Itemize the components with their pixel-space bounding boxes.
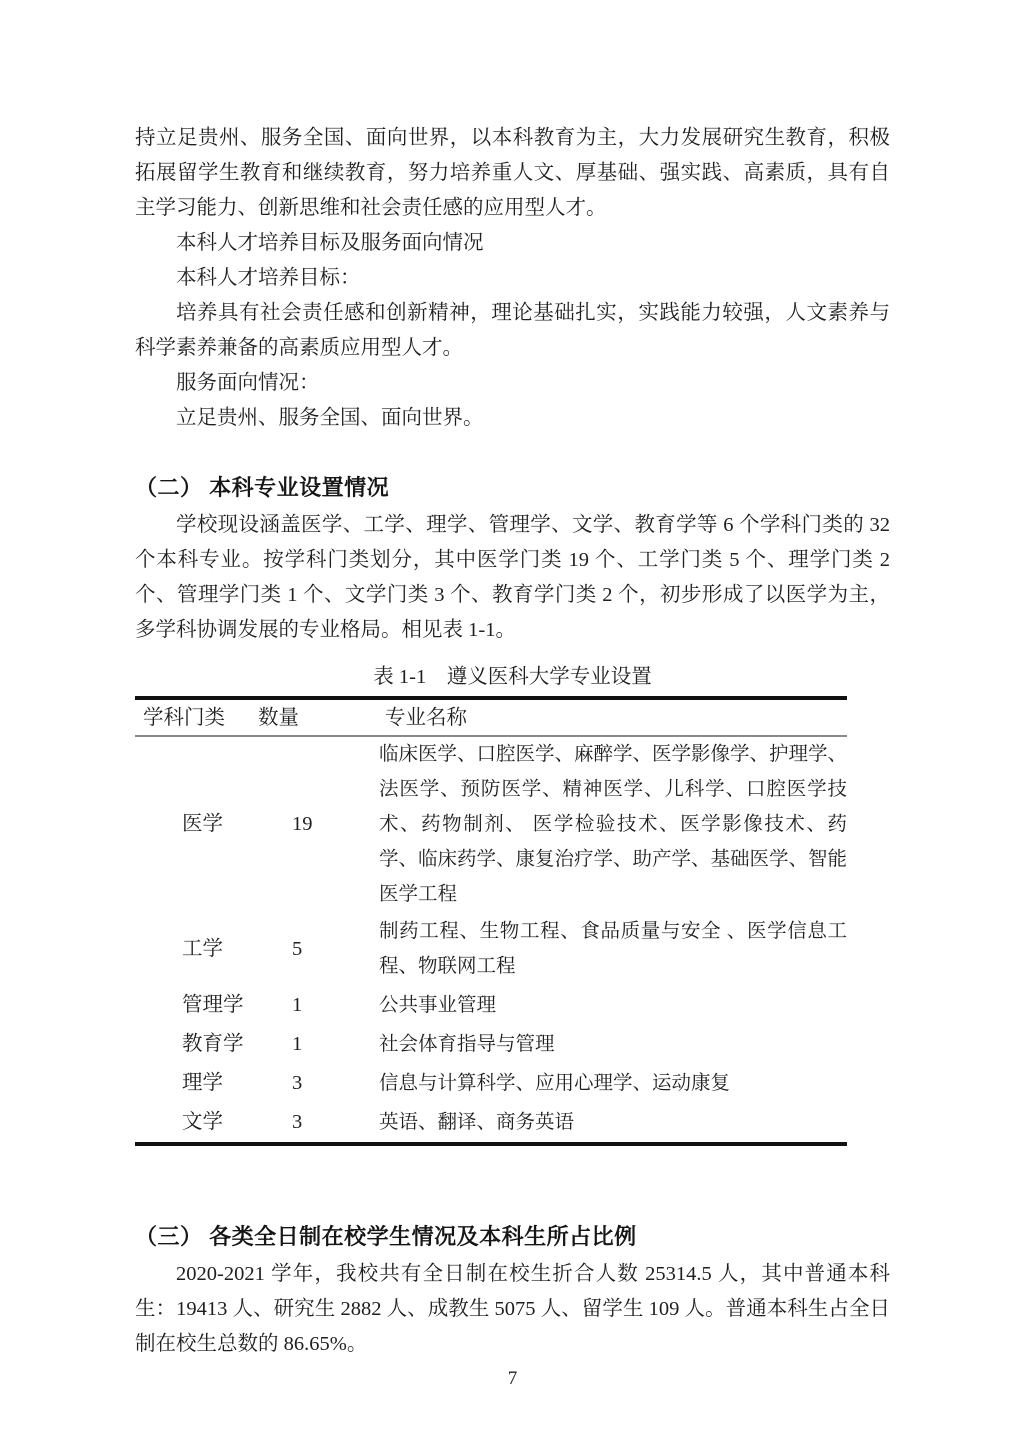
cell-count: 1 xyxy=(292,1033,303,1055)
cell-majors: 公共事业管理 xyxy=(379,995,497,1016)
intro-service-label: 服务面向情况： xyxy=(176,372,320,394)
table-row-management xyxy=(135,986,847,1025)
cell-category: 文学 xyxy=(182,1111,223,1133)
cell-majors: 社会体育指导与管理 xyxy=(379,1034,555,1055)
cell-category: 管理学 xyxy=(182,994,244,1016)
cell-count: 5 xyxy=(292,937,303,960)
table-row-literature xyxy=(135,1103,847,1144)
cell-majors: 制药工程、生物工程、食品质量与安全 、医学信息工程、物联网工程 xyxy=(379,921,847,977)
cell-majors: 信息与计算科学、应用心理学、运动康复 xyxy=(379,1073,731,1094)
cell-count: 19 xyxy=(292,813,313,835)
cell-majors: 英语、翻译、商务英语 xyxy=(379,1112,575,1133)
header-count: 数量 xyxy=(250,698,377,736)
intro-paragraph-continuation: 持立足贵州、服务全国、面向世界，以本科教育为主，大力发展研究生教育，积极拓展留学生教育和继续教育，努力培养重人文、厚基础、强实践、高素质，具有自主学习能力、创新思维和社会责任感的应用型人才。 xyxy=(135,127,890,219)
table-caption: 表 1-1 遵义医科大学专业设置 xyxy=(373,666,652,688)
table-row-engineering xyxy=(135,912,847,986)
cell-category: 医学 xyxy=(182,813,223,835)
intro-goal-paragraph: 培养具有社会责任感和创新精神，理论基础扎实，实践能力较强，人文素养与科学素养兼备的高素质应用型人才。 xyxy=(135,302,890,359)
cell-majors: 临床医学、口腔医学、麻醉学、医学影像学、护理学、法医学、预防医学、精神医学、儿科学、口腔医学技术、药物制剂、 医学检验技术、医学影像技术、药学、临床药学、康复治疗学、助产学、基础医学、智能医学工程 xyxy=(379,744,848,905)
cell-category: 工学 xyxy=(182,937,223,960)
cell-count: 3 xyxy=(292,1072,303,1094)
intro-line-goal-label: 本科人才培养目标： xyxy=(176,267,361,289)
page-number: 7 xyxy=(507,1368,518,1389)
table-row-medicine xyxy=(135,736,847,912)
table-row-education xyxy=(135,1025,847,1064)
cell-count: 1 xyxy=(292,994,303,1016)
cell-count: 3 xyxy=(292,1111,303,1133)
section-heading-major-setup: （二） 本科专业设置情况 xyxy=(135,475,390,500)
table-header-row xyxy=(135,698,847,736)
header-category: 学科门类 xyxy=(135,698,250,736)
intro-service-paragraph: 立足贵州、服务全国、面向世界。 xyxy=(176,407,484,429)
section3-paragraph: 2020-2021 学年，我校共有全日制在校生折合人数 25314.5 人，其中普通本科生：19413 人、研究生 2882 人、成教生 5075 人、留学生 109 人。普通本科生占全日制在校生总数的 86.65%。 xyxy=(135,1263,890,1355)
table-row-science xyxy=(135,1064,847,1103)
section2-paragraph: 学校现设涵盖医学、工学、理学、管理学、文学、教育学等 6 个学科门类的 32 个本科专业。按学科门类划分，其中医学门类 19 个、工学门类 5 个、理学门类 2 个、管理学门类 1 个、文学门类 3 个、教育学门类 2 个，初步形成了以医学为主，多学科协调发展的专业格局。相见表 1-1。 xyxy=(135,514,896,641)
header-majors: 专业名称 xyxy=(377,698,847,736)
majors-table xyxy=(135,696,847,1146)
intro-line-goals-and-service: 本科人才培养目标及服务面向情况 xyxy=(176,232,484,254)
cell-category: 理学 xyxy=(182,1072,223,1094)
section-heading-student-numbers: （三） 各类全日制在校学生情况及本科生所占比例 xyxy=(135,1224,637,1249)
cell-category: 教育学 xyxy=(182,1033,244,1055)
